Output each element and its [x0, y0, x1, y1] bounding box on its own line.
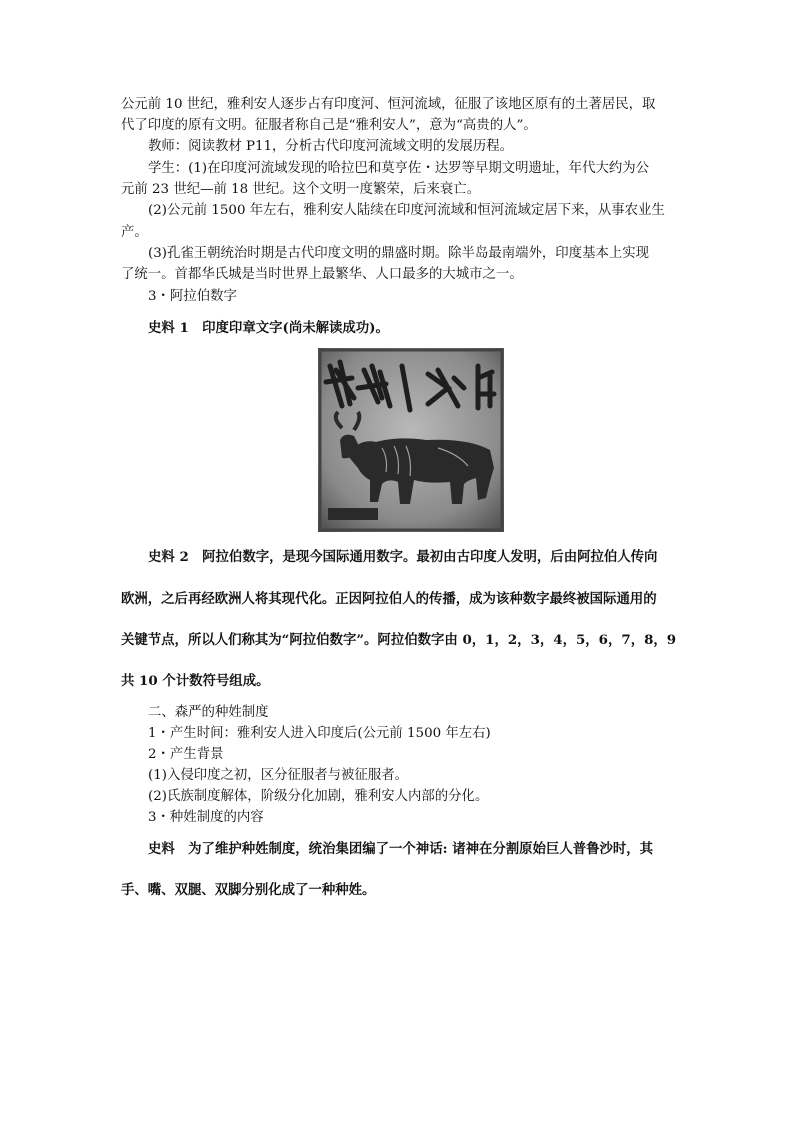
source-title: 史料 1 印度印章文字(尚未解读成功)。	[148, 320, 389, 336]
text-line: (1)入侵印度之初，区分征服者与被征服者。	[148, 768, 408, 783]
text-line: 公元前 10 世纪，雅利安人逐步占有印度河、恒河流域，征服了该地区原有的土著居民，取	[121, 97, 656, 112]
text-line: 教师：阅读教材 P11，分析古代印度河流域文明的发展历程。	[148, 139, 514, 154]
text-line: 产。	[121, 225, 148, 240]
text-line: 了统一。首都华氏城是当时世界上最繁华、人口最多的大城市之一。	[121, 267, 523, 282]
text-line: 代了印度的原有文明。征服者称自己是“雅利安人”，意为“高贵的人”。	[121, 118, 537, 133]
text-line: 手、嘴、双腿、双脚分别化成了一种种姓。	[121, 882, 376, 898]
text-line: 学生：(1)在印度河流域发现的哈拉巴和莫亨佐・达罗等早期文明遗址，年代大约为公	[148, 161, 650, 176]
text-line: 关键节点，所以人们称其为“阿拉伯数字”。阿拉伯数字由 0，1，2，3，4，5，6，7，8，9	[121, 632, 677, 648]
text-line: 欧洲，之后再经欧洲人将其现代化。正因阿拉伯人的传播，成为该种数字最终被国际通用的	[121, 591, 657, 607]
text-line: 元前 23 世纪—前 18 世纪。这个文明一度繁荣，后来衰亡。	[121, 182, 481, 197]
text-line: 1・产生时间：雅利安人进入印度后(公元前 1500 年左右)	[148, 726, 491, 741]
text-line: 3・种姓制度的内容	[148, 810, 264, 825]
text-line: 共 10 个计数符号组成。	[121, 673, 270, 689]
section-heading: 二、森严的种姓制度	[148, 705, 269, 720]
text-line: 史料 2 阿拉伯数字，是现今国际通用数字。最初由古印度人发明，后由阿拉伯人传向	[148, 549, 658, 565]
text-line: 2・产生背景	[148, 747, 224, 762]
text-line: 史料 为了维护种姓制度，统治集团编了一个神话: 诸神在分割原始巨人普鲁沙时，其	[148, 841, 654, 857]
text-line: (3)孔雀王朝统治时期是古代印度文明的鼎盛时期。除半岛最南端外，印度基本上实现	[148, 246, 650, 261]
seal-illustration	[318, 348, 504, 532]
text-line: (2)公元前 1500 年左右，雅利安人陆续在印度河流域和恒河流域定居下来，从事农业生	[148, 203, 665, 218]
section-heading: 3・阿拉伯数字	[148, 289, 237, 304]
text-line: (2)氏族制度解体，阶级分化加剧，雅利安人内部的分化。	[148, 789, 489, 804]
indus-seal-image	[318, 348, 504, 532]
